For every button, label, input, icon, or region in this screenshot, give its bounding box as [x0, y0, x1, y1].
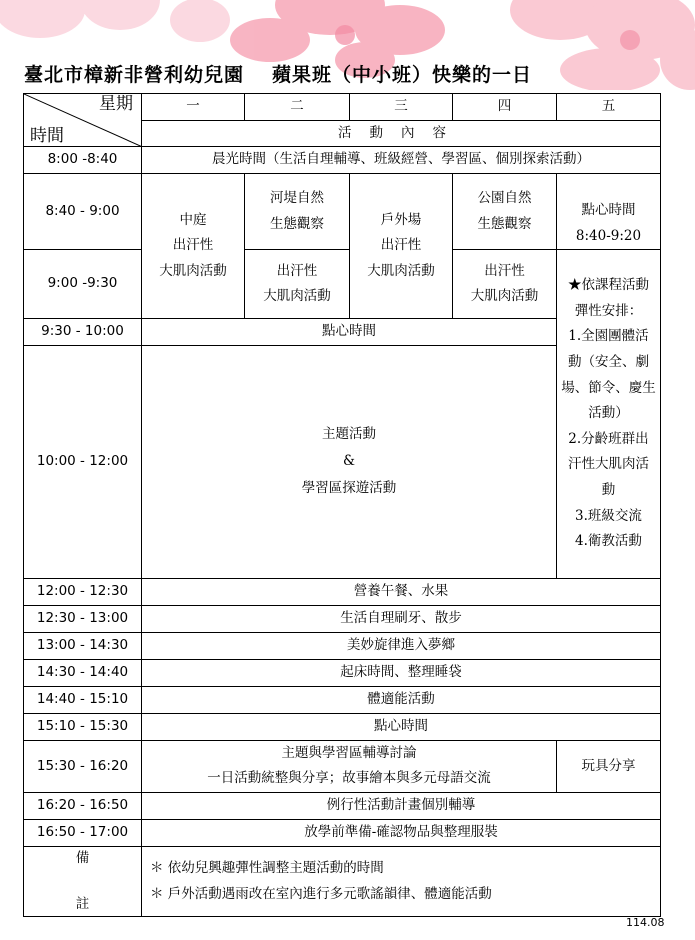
thursday-top-cell	[453, 173, 557, 249]
friday-note-cell	[557, 250, 661, 579]
table-row	[24, 792, 661, 819]
activity-line: 戶外場	[380, 211, 422, 228]
activity-cell: 晨光時間（生活自理輔導、班級經營、學習區、個別探索活動）	[142, 147, 661, 174]
activity-line: 出汗性	[172, 237, 214, 254]
remark-line: ＊ 依幼兒興趣彈性調整主題活動的時間	[150, 860, 384, 877]
day-monday: 一	[142, 94, 245, 121]
activity-cell	[142, 740, 557, 792]
school-name: 臺北市樟新非營利幼兒園	[24, 64, 245, 86]
activity-line: 公園自然	[477, 189, 532, 206]
activity-line: 生態觀察	[477, 215, 532, 232]
header-corner-cell	[24, 94, 142, 147]
table-row	[24, 250, 661, 319]
remarks-row	[24, 846, 661, 916]
note-line: 彈性安排：	[574, 302, 643, 319]
table-row	[24, 686, 661, 713]
activity-content-header: 活動內容	[142, 120, 661, 147]
time-cell: 12:30 - 13:00	[24, 605, 142, 632]
note-line: 場、節令、慶生	[561, 379, 656, 396]
activity-line: 出汗性	[380, 237, 422, 254]
activity-line: 生態觀察	[270, 215, 324, 232]
activity-line: 大肌肉活動	[367, 262, 435, 279]
friday-toy-share-cell: 玩具分享	[557, 740, 661, 792]
activity-line: 點心時間	[581, 201, 636, 218]
day-thursday: 四	[453, 94, 557, 121]
note-line: 動（安全、劇	[568, 353, 649, 370]
activity-line: 大肌肉活動	[159, 262, 227, 279]
time-cell: 13:00 - 14:30	[24, 632, 142, 659]
remarks-label-bottom: 註	[75, 896, 90, 913]
wednesday-outdoor-cell	[350, 173, 453, 318]
note-line: 3.班級交流	[575, 507, 642, 524]
activity-cell: 起床時間、整理睡袋	[142, 659, 661, 686]
activity-cell: 生活自理刷牙、散步	[142, 605, 661, 632]
time-cell: 14:30 - 14:40	[24, 659, 142, 686]
header-row	[24, 94, 661, 121]
remarks-label-top: 備	[75, 850, 90, 867]
remark-line: ＊ 戶外活動遇雨改在室內進行多元歌謠韻律、體適能活動	[150, 886, 492, 903]
activity-line: 河堤自然	[270, 189, 324, 206]
day-wednesday: 三	[350, 94, 453, 121]
table-row	[24, 740, 661, 792]
document-code: 114.08	[626, 916, 665, 929]
table-row	[24, 632, 661, 659]
activity-line: 出汗性	[276, 262, 318, 279]
note-line: 動	[601, 482, 616, 499]
table-row	[24, 173, 661, 249]
thursday-bottom-cell	[453, 250, 557, 319]
day-tuesday: 二	[245, 94, 350, 121]
time-cell: 9:30 - 10:00	[24, 319, 142, 346]
time-label: 時間	[30, 125, 64, 146]
time-cell: 8:40 - 9:00	[24, 173, 142, 249]
note-line: 汗性大肌肉活	[568, 456, 649, 473]
tuesday-top-cell	[245, 173, 350, 249]
day-friday: 五	[557, 94, 661, 121]
monday-outdoor-cell	[142, 173, 245, 318]
time-cell: 8:00 -8:40	[24, 147, 142, 174]
activity-cell: 點心時間	[142, 713, 661, 740]
activity-cell: 例行性活動計畫個別輔導	[142, 792, 661, 819]
table-row	[24, 147, 661, 174]
activity-line: 中庭	[179, 211, 207, 228]
note-line: ★依課程活動	[568, 277, 649, 293]
table-row	[24, 713, 661, 740]
activity-cell: 美妙旋律進入夢鄉	[142, 632, 661, 659]
note-line: 1.全園團體活	[568, 328, 649, 345]
time-cell: 14:40 - 15:10	[24, 686, 142, 713]
activity-line: 出汗性	[484, 262, 525, 279]
time-cell: 12:00 - 12:30	[24, 578, 142, 605]
activity-cell: 放學前準備-確認物品與整理服裝	[142, 819, 661, 846]
note-line: 2.分齡班群出	[568, 430, 649, 447]
activity-line: 一日活動統整與分享；故事繪本與多元母語交流	[207, 770, 491, 787]
activity-line: 學習區探遊活動	[301, 480, 397, 497]
weekday-label: 星期	[99, 94, 133, 114]
activity-line: 主題活動	[322, 426, 376, 443]
page-title	[24, 60, 674, 87]
activity-cell: 點心時間	[142, 319, 557, 346]
note-line: 4.衛教活動	[575, 533, 642, 550]
activity-line: 主題與學習區輔導討論	[281, 745, 417, 762]
time-cell: 10:00 - 12:00	[24, 345, 142, 578]
table-row	[24, 605, 661, 632]
remarks-label-cell	[24, 846, 142, 916]
activity-line: 大肌肉活動	[470, 288, 539, 305]
activity-line: 8:40-9:20	[575, 227, 642, 244]
time-cell: 9:00 -9:30	[24, 250, 142, 319]
friday-snack-cell	[557, 173, 661, 249]
activity-line: &	[342, 453, 356, 470]
time-cell: 16:20 - 16:50	[24, 792, 142, 819]
theme-activity-cell	[142, 345, 557, 578]
note-line: 活動）	[588, 405, 629, 422]
time-cell: 15:30 - 16:20	[24, 740, 142, 792]
time-cell: 16:50 - 17:00	[24, 819, 142, 846]
remarks-content-cell	[142, 846, 661, 916]
time-cell: 15:10 - 15:30	[24, 713, 142, 740]
table-row	[24, 819, 661, 846]
activity-cell: 體適能活動	[142, 686, 661, 713]
tuesday-bottom-cell	[245, 250, 350, 319]
class-name: 蘋果班（中小班）快樂的一日	[272, 64, 533, 86]
activity-cell: 營養午餐、水果	[142, 578, 661, 605]
table-row	[24, 659, 661, 686]
activity-line: 大肌肉活動	[263, 288, 331, 305]
daily-schedule-table	[23, 93, 661, 917]
table-row	[24, 578, 661, 605]
